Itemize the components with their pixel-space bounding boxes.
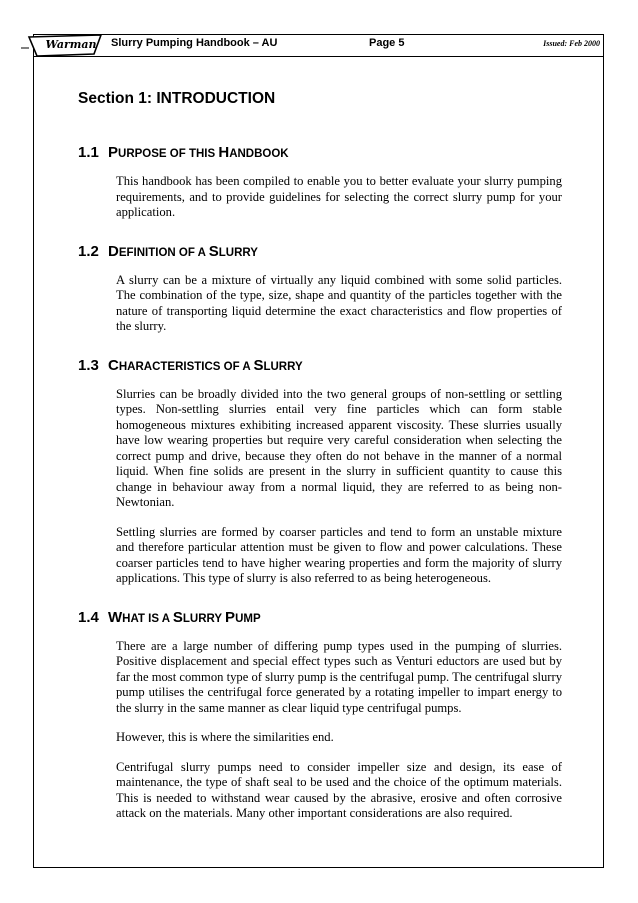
- subsection-heading: 1.2 DEFINITION OF A SLURRY: [78, 242, 258, 260]
- header-issued-date: Issued: Feb 2000: [543, 39, 600, 48]
- paragraph: Slurries can be broadly divided into the two general groups of non-settling or settling types. Non-settling slurries entail very fine particles which can form stable homogeneous mixtures exhibiting increased apparent viscosity. These slurries usually have low wearing properties but require very careful consideration when selecting the correct pump and drive, because they often do not behave in the manner of a normal liquid. When fine solids are present in the slurry in sufficient quantity to cause this change in behaviour away from a normal liquid, they are referred to as being non-Newtonian.: [116, 386, 562, 509]
- paragraph: There are a large number of differing pump types used in the pumping of slurries. Positive displacement and special effect types such as Venturi eductors are used but by far the most common type of slurry pump is the centrifugal pump. The centrifugal slurry pump utilises the centrifugal force generated by a rotating impeller to impart energy to the slurry in the same manner as clear liquid type centrifugal pumps.: [116, 638, 562, 715]
- subsection-1-2: [78, 243, 562, 335]
- warman-logo: [33, 34, 103, 57]
- subsection-1-4: [78, 609, 562, 822]
- paragraph: Centrifugal slurry pumps need to consider impeller size and design, its ease of maintenance, the type of shaft seal to be used and the choice of the optimum materials. This is needed to withstand wear caused by the abrasive, erosive and often corrosive attack on the materials. Many other important considerations are also required.: [116, 759, 562, 820]
- document-body: [78, 90, 562, 844]
- subsection-heading: 1.3 CHARACTERISTICS OF A SLURRY: [78, 356, 303, 374]
- subsection-1-3: [78, 357, 562, 587]
- subsection-heading: 1.1 PURPOSE OF THIS HANDBOOK: [78, 144, 289, 161]
- subsection-1-1: [78, 144, 562, 221]
- paragraph: Settling slurries are formed by coarser particles and tend to form an unstable mixture and therefore particular attention must be given to flow and power calculations. These coarser particles tend to have higher wearing properties and form the majority of slurry applications. This type of slurry is also referred to as being heterogeneous.: [116, 524, 562, 585]
- paragraph: A slurry can be a mixture of virtually any liquid combined with some solid particles. The combination of the type, size, shape and quantity of the particles together with the nature of transporting liquid determine the exact characteristics and flow properties of the slurry.: [116, 272, 562, 333]
- logo-text: Warman: [45, 38, 97, 51]
- section-title: Section 1: INTRODUCTION: [78, 90, 276, 107]
- header-page-number: Page 5: [369, 37, 405, 49]
- paragraph: However, this is where the similarities end.: [116, 730, 334, 744]
- paragraph: This handbook has been compiled to enable you to better evaluate your slurry pumping requirements, and to provide guidelines for selecting the correct slurry pump for your application.: [116, 174, 562, 219]
- page-header: [33, 34, 604, 57]
- header-title: Slurry Pumping Handbook – AU: [111, 37, 278, 49]
- subsection-heading: 1.4 WHAT IS A SLURRY PUMP: [78, 608, 261, 626]
